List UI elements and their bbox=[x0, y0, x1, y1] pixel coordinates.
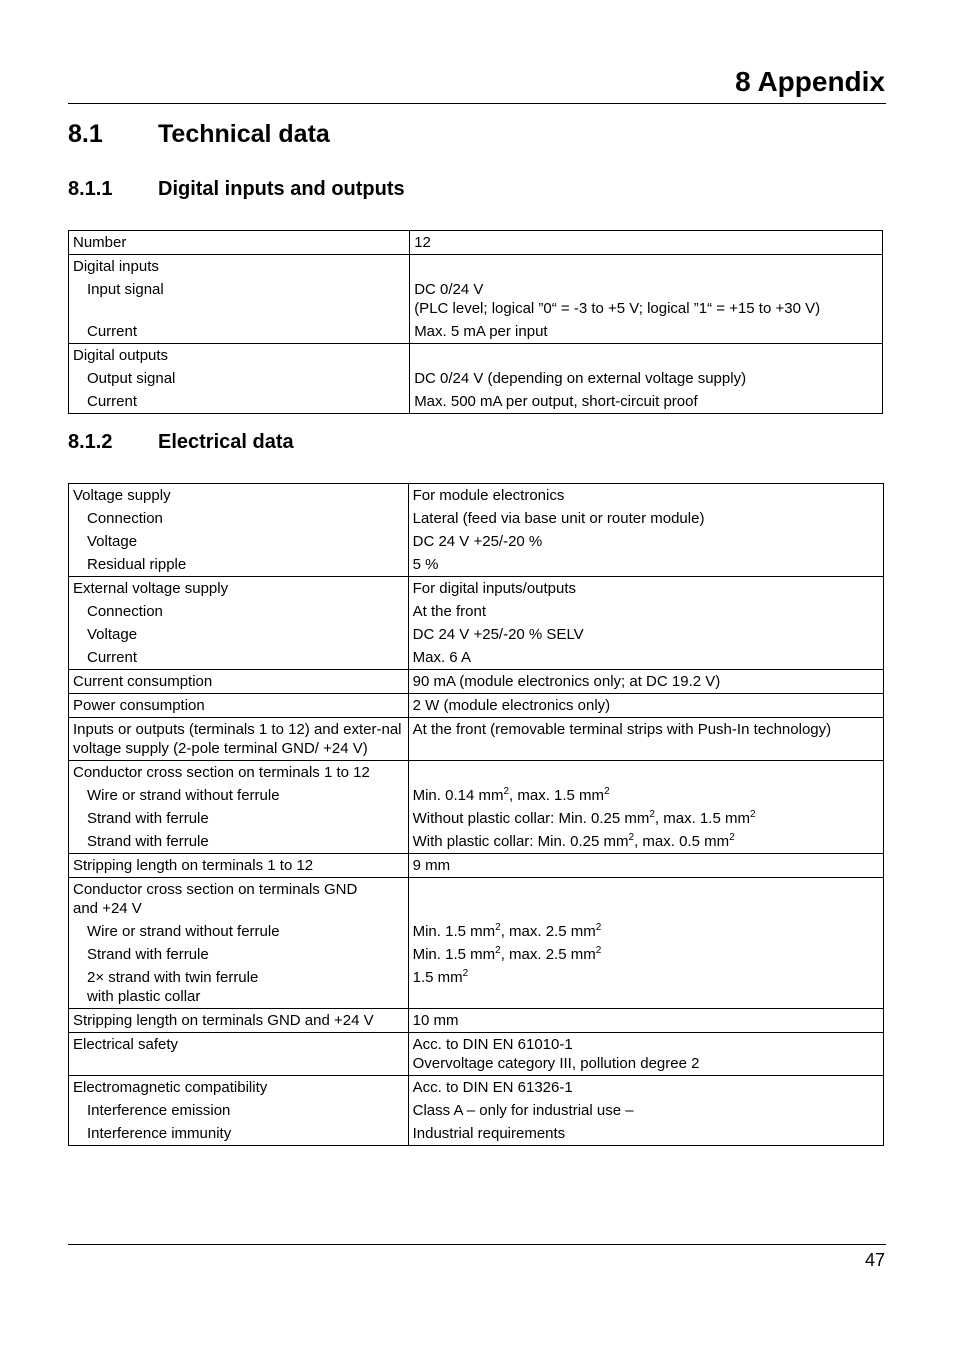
row-value: (PLC level; logical ”0“ = -3 to +5 V; logical ”1“ = +15 to +30 V) bbox=[414, 300, 821, 317]
row-value: Industrial requirements bbox=[412, 1125, 566, 1142]
spacer bbox=[413, 880, 879, 899]
row-value: Overvoltage category III, pollution degree 2 bbox=[412, 1055, 700, 1072]
table-cell bbox=[408, 1009, 883, 1033]
row-label: Conductor cross section on terminals GND bbox=[73, 881, 358, 898]
table-cell bbox=[69, 761, 409, 854]
row-sublabel: Connection bbox=[87, 603, 163, 620]
table-cell bbox=[69, 718, 409, 761]
row-label: Power consumption bbox=[73, 697, 205, 714]
section-heading bbox=[68, 120, 330, 149]
row-label: Conductor cross section on terminals 1 to 12 bbox=[73, 764, 370, 781]
subsection-heading-1 bbox=[68, 178, 405, 201]
table-cell bbox=[69, 255, 410, 344]
row-sublabel: 2× strand with twin ferrule bbox=[87, 969, 259, 986]
table-cell bbox=[69, 670, 409, 694]
section-number: 8.1 bbox=[68, 120, 103, 148]
row-label: Stripping length on terminals GND and +24 V bbox=[73, 1012, 374, 1029]
row-label: and +24 V bbox=[73, 900, 142, 917]
subsection-heading-2 bbox=[68, 431, 294, 454]
table-cell bbox=[408, 761, 883, 854]
row-sublabel: with plastic collar bbox=[87, 988, 201, 1005]
spacer bbox=[73, 299, 405, 318]
row-label: Number bbox=[73, 234, 127, 251]
row-value: DC 24 V +25/-20 % bbox=[412, 533, 543, 550]
section-title: Technical data bbox=[158, 120, 330, 148]
table-cell bbox=[410, 255, 883, 344]
table-cell bbox=[408, 878, 883, 1009]
row-sublabel: Residual ripple bbox=[87, 556, 187, 573]
subsection-title: Electrical data bbox=[158, 431, 294, 453]
table-row bbox=[69, 761, 884, 854]
table-row bbox=[69, 255, 883, 344]
row-value: At the front (removable terminal strips with Push-In technology) bbox=[412, 721, 832, 738]
row-sublabel: Wire or strand without ferrule bbox=[87, 923, 280, 940]
table-row bbox=[69, 878, 884, 1009]
spacer bbox=[414, 346, 878, 365]
row-sublabel: Wire or strand without ferrule bbox=[87, 787, 280, 804]
row-sublabel: Strand with ferrule bbox=[87, 946, 209, 963]
header-rule bbox=[68, 103, 886, 104]
row-value: Min. 1.5 $mm^2$, max. 2.5 $mm^2$ bbox=[412, 945, 602, 963]
row-label: Electromagnetic compatibility bbox=[73, 1079, 268, 1096]
table-row bbox=[69, 718, 884, 761]
row-value: 9 mm bbox=[412, 857, 451, 874]
row-label: Stripping length on terminals 1 to 12 bbox=[73, 857, 314, 874]
row-value: DC 24 V +25/-20 % SELV bbox=[412, 626, 584, 643]
table-cell bbox=[408, 484, 883, 577]
table-cell bbox=[69, 231, 410, 255]
row-value: For module electronics bbox=[412, 487, 565, 504]
row-sublabel: Voltage bbox=[87, 626, 138, 643]
table-row bbox=[69, 231, 883, 255]
row-value: Acc. to DIN EN 61010-1 bbox=[412, 1036, 573, 1053]
table-cell bbox=[69, 577, 409, 670]
row-value: At the front bbox=[412, 603, 486, 620]
table-cell bbox=[410, 344, 883, 414]
row-value: Max. 500 mA per output, short-circuit proof bbox=[414, 393, 698, 410]
row-value: 90 mA (module electronics only; at DC 19.2 V) bbox=[412, 673, 721, 690]
row-value: 12 bbox=[414, 234, 431, 251]
table-cell bbox=[69, 1033, 409, 1076]
row-value: Lateral (feed via base unit or router module) bbox=[412, 510, 705, 527]
table-cell bbox=[69, 854, 409, 878]
subsection-number: 8.1.2 bbox=[68, 431, 113, 453]
row-sublabel: Current bbox=[87, 323, 138, 340]
table-cell bbox=[69, 484, 409, 577]
row-sublabel: Input signal bbox=[87, 281, 164, 298]
row-label: External voltage supply bbox=[73, 580, 229, 597]
row-value: Max. 6 A bbox=[412, 649, 471, 666]
row-sublabel: Connection bbox=[87, 510, 163, 527]
row-label: Current consumption bbox=[73, 673, 213, 690]
row-value: DC 0/24 V bbox=[414, 281, 484, 298]
table-cell bbox=[408, 1033, 883, 1076]
row-label: Digital outputs bbox=[73, 347, 169, 364]
row-value: Min. 1.5 $mm^2$, max. 2.5 $mm^2$ bbox=[412, 922, 602, 940]
table-row bbox=[69, 854, 884, 878]
table-cell bbox=[408, 670, 883, 694]
row-value: 10 mm bbox=[412, 1012, 459, 1029]
row-value: 2 W (module electronics only) bbox=[412, 697, 611, 714]
row-sublabel: Output signal bbox=[87, 370, 176, 387]
electrical-data-table bbox=[68, 483, 884, 1146]
table-row bbox=[69, 1076, 884, 1146]
table-row bbox=[69, 1033, 884, 1076]
spacer bbox=[413, 899, 879, 918]
row-sublabel: Interference emission bbox=[87, 1102, 231, 1119]
table-cell bbox=[69, 878, 409, 1009]
row-label: Inputs or outputs (terminals 1 to 12) and exter-nal voltage supply (2-pole terminal GND/ +24 V) bbox=[73, 721, 402, 757]
row-label: Voltage supply bbox=[73, 487, 171, 504]
table-cell bbox=[69, 344, 410, 414]
chapter-title: 8 Appendix bbox=[735, 66, 885, 97]
table-cell bbox=[408, 577, 883, 670]
table-row bbox=[69, 694, 884, 718]
row-sublabel: Current bbox=[87, 393, 138, 410]
row-value: Class A – only for industrial use – bbox=[412, 1102, 634, 1119]
table-cell bbox=[408, 1076, 883, 1146]
subsection-number: 8.1.1 bbox=[68, 178, 113, 200]
row-value: Max. 5 mA per input bbox=[414, 323, 548, 340]
row-value: 1.5 $mm^2$ bbox=[412, 968, 469, 986]
table-cell bbox=[69, 694, 409, 718]
row-value: DC 0/24 V (depending on external voltage supply) bbox=[414, 370, 747, 387]
table-row bbox=[69, 577, 884, 670]
footer-rule bbox=[68, 1244, 886, 1245]
table-cell bbox=[408, 694, 883, 718]
row-value: With plastic collar: Min. 0.25 $mm^2$, max. 0.5 $mm^2$ bbox=[412, 832, 735, 850]
table-cell bbox=[69, 1009, 409, 1033]
subsection-title: Digital inputs and outputs bbox=[158, 178, 405, 200]
page-number: 47 bbox=[864, 1250, 885, 1270]
table-row bbox=[69, 1009, 884, 1033]
row-label: Electrical safety bbox=[73, 1036, 179, 1053]
row-label: Digital inputs bbox=[73, 258, 159, 275]
table-cell bbox=[408, 854, 883, 878]
spacer bbox=[413, 763, 879, 782]
table-row bbox=[69, 484, 884, 577]
row-value: 5 % bbox=[412, 556, 439, 573]
table-cell bbox=[69, 1076, 409, 1146]
row-value: Min. 0.14 $mm^2$, max. 1.5 $mm^2$ bbox=[412, 786, 610, 804]
row-sublabel: Strand with ferrule bbox=[87, 833, 209, 850]
row-sublabel: Strand with ferrule bbox=[87, 810, 209, 827]
table-row bbox=[69, 670, 884, 694]
table-cell bbox=[408, 718, 883, 761]
digital-io-table bbox=[68, 230, 883, 414]
table-cell bbox=[410, 231, 883, 255]
spacer bbox=[414, 257, 878, 276]
row-sublabel: Interference immunity bbox=[87, 1125, 232, 1142]
row-value: For digital inputs/outputs bbox=[412, 580, 577, 597]
table-row bbox=[69, 344, 883, 414]
row-sublabel: Current bbox=[87, 649, 138, 666]
row-sublabel: Voltage bbox=[87, 533, 138, 550]
row-value: Without plastic collar: Min. 0.25 $mm^2$, max. 1.5 $mm^2$ bbox=[412, 809, 756, 827]
row-value: Acc. to DIN EN 61326-1 bbox=[412, 1079, 573, 1096]
